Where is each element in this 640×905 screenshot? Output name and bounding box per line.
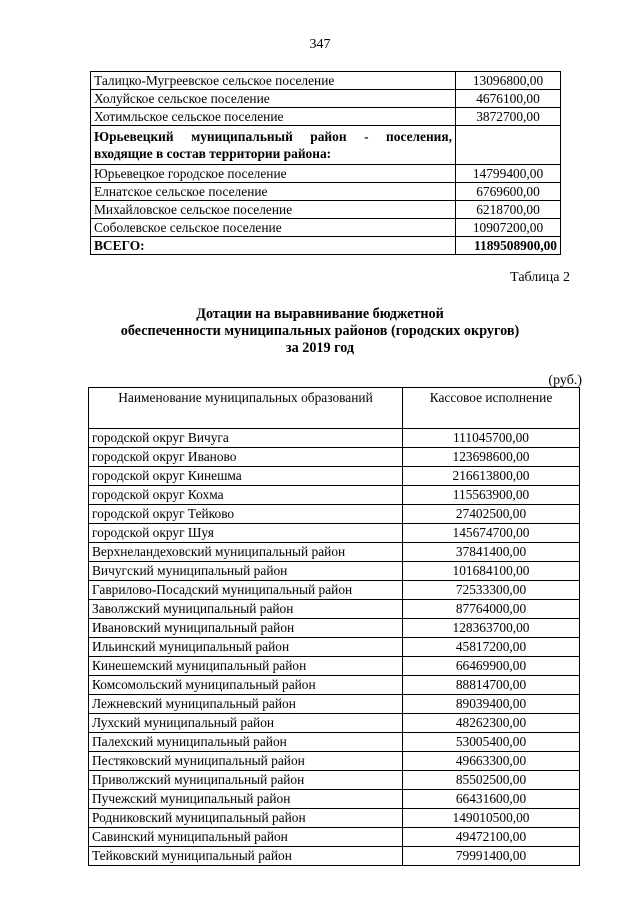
cell-name: Елнатское сельское поселение <box>91 182 456 200</box>
cell-value: 72533300,00 <box>403 581 580 600</box>
table-row <box>89 524 580 543</box>
cell-value: 14799400,00 <box>456 164 561 182</box>
table-row <box>89 828 580 847</box>
cell-name: Заволжский муниципальный район <box>89 600 403 619</box>
cell-value: 27402500,00 <box>403 505 580 524</box>
cell-value: 6769600,00 <box>456 182 561 200</box>
cell-value: 89039400,00 <box>403 695 580 714</box>
table-row <box>89 657 580 676</box>
table-row <box>89 467 580 486</box>
title-line: Дотации на выравнивание бюджетной <box>196 306 444 322</box>
cell-name: Савинский муниципальный район <box>89 828 403 847</box>
cell-name: Пестяковский муниципальный район <box>89 752 403 771</box>
table-row <box>89 695 580 714</box>
table-row <box>89 619 580 638</box>
cell-name: Михайловское сельское поселение <box>91 200 456 218</box>
group-heading-row <box>91 126 561 165</box>
title-line: обеспеченности муниципальных районов (городских округов) <box>120 323 520 339</box>
table-row <box>89 486 580 505</box>
cell-name: Соболевское сельское поселение <box>91 218 456 236</box>
cell-name: Лухский муниципальный район <box>89 714 403 733</box>
cell-value: 66469900,00 <box>403 657 580 676</box>
cell-name: Хотимльское сельское поселение <box>91 108 456 126</box>
unit-label: (руб.) <box>548 373 582 388</box>
cell-value: 1189508900,00 <box>456 236 561 254</box>
cell-name: Юрьевецкий муниципальный район - поселения, входящие в состав территории района: <box>91 126 456 165</box>
table-row <box>89 543 580 562</box>
cell-value: 10907200,00 <box>456 218 561 236</box>
cell-name: ВСЕГО: <box>91 236 456 254</box>
table-header-row <box>89 388 580 429</box>
table-row <box>89 600 580 619</box>
cell-name: Холуйское сельское поселение <box>91 90 456 108</box>
cell-value: 48262300,00 <box>403 714 580 733</box>
cell-name: Комсомольский муниципальный район <box>89 676 403 695</box>
cell-name: Юрьевецкое городское поселение <box>91 164 456 182</box>
table-row <box>91 108 561 126</box>
cell-name: Приволжский муниципальный район <box>89 771 403 790</box>
page-number: 347 <box>309 37 331 52</box>
table-row <box>89 676 580 695</box>
cell-value: 37841400,00 <box>403 543 580 562</box>
cell-value: 66431600,00 <box>403 790 580 809</box>
cell-name: Ильинский муниципальный район <box>89 638 403 657</box>
cell-value: 145674700,00 <box>403 524 580 543</box>
cell-value <box>456 126 561 165</box>
table-row <box>89 752 580 771</box>
table-row <box>91 90 561 108</box>
table-row <box>89 562 580 581</box>
cell-name: Родниковский муниципальный район <box>89 809 403 828</box>
cell-value: 128363700,00 <box>403 619 580 638</box>
cell-value: 101684100,00 <box>403 562 580 581</box>
cell-name: городской округ Кохма <box>89 486 403 505</box>
cell-value: 53005400,00 <box>403 733 580 752</box>
cell-value: 49472100,00 <box>403 828 580 847</box>
cell-name: Ивановский муниципальный район <box>89 619 403 638</box>
table-row <box>89 505 580 524</box>
cell-name: городской округ Иваново <box>89 448 403 467</box>
cell-name: городской округ Шуя <box>89 524 403 543</box>
table-row <box>89 809 580 828</box>
table-row <box>89 847 580 866</box>
table-row <box>89 714 580 733</box>
cell-value: 85502500,00 <box>403 771 580 790</box>
cell-name: городской округ Вичуга <box>89 429 403 448</box>
cell-value: 111045700,00 <box>403 429 580 448</box>
cell-name: Гаврилово-Посадский муниципальный район <box>89 581 403 600</box>
cell-value: 49663300,00 <box>403 752 580 771</box>
title-line: за 2019 год <box>285 340 355 356</box>
cell-value: 79991400,00 <box>403 847 580 866</box>
table-row <box>91 164 561 182</box>
table-row <box>91 200 561 218</box>
table-row <box>89 790 580 809</box>
cell-name: городской округ Кинешма <box>89 467 403 486</box>
cell-value: 149010500,00 <box>403 809 580 828</box>
cell-value: 4676100,00 <box>456 90 561 108</box>
table-label: Таблица 2 <box>510 270 570 285</box>
total-row <box>91 236 561 254</box>
cell-value: 123698600,00 <box>403 448 580 467</box>
cell-name: Кинешемский муниципальный район <box>89 657 403 676</box>
table-title <box>0 306 640 357</box>
table-row <box>91 72 561 90</box>
table-row <box>89 429 580 448</box>
table-row <box>89 581 580 600</box>
cell-name: Верхнеландеховский муниципальный район <box>89 543 403 562</box>
cell-value: 88814700,00 <box>403 676 580 695</box>
table-row <box>89 638 580 657</box>
equalization-subsidies-table <box>88 387 580 866</box>
cell-name: Талицко-Мугреевское сельское поселение <box>91 72 456 90</box>
cell-value: 115563900,00 <box>403 486 580 505</box>
cell-value: 3872700,00 <box>456 108 561 126</box>
cell-name: Вичугский муниципальный район <box>89 562 403 581</box>
cell-name: Тейковский муниципальный район <box>89 847 403 866</box>
column-header-name: Наименование муниципальных образований <box>89 388 403 429</box>
subsidy-table-continued <box>90 71 561 255</box>
table-row <box>89 448 580 467</box>
cell-name: Палехский муниципальный район <box>89 733 403 752</box>
cell-name: городской округ Тейково <box>89 505 403 524</box>
cell-value: 13096800,00 <box>456 72 561 90</box>
cell-value: 87764000,00 <box>403 600 580 619</box>
table-row <box>91 218 561 236</box>
table-row <box>91 182 561 200</box>
cell-name: Лежневский муниципальный район <box>89 695 403 714</box>
table-row <box>89 733 580 752</box>
cell-value: 6218700,00 <box>456 200 561 218</box>
column-header-value: Кассовое исполнение <box>403 388 580 429</box>
cell-value: 216613800,00 <box>403 467 580 486</box>
cell-name: Пучежский муниципальный район <box>89 790 403 809</box>
cell-value: 45817200,00 <box>403 638 580 657</box>
table-row <box>89 771 580 790</box>
